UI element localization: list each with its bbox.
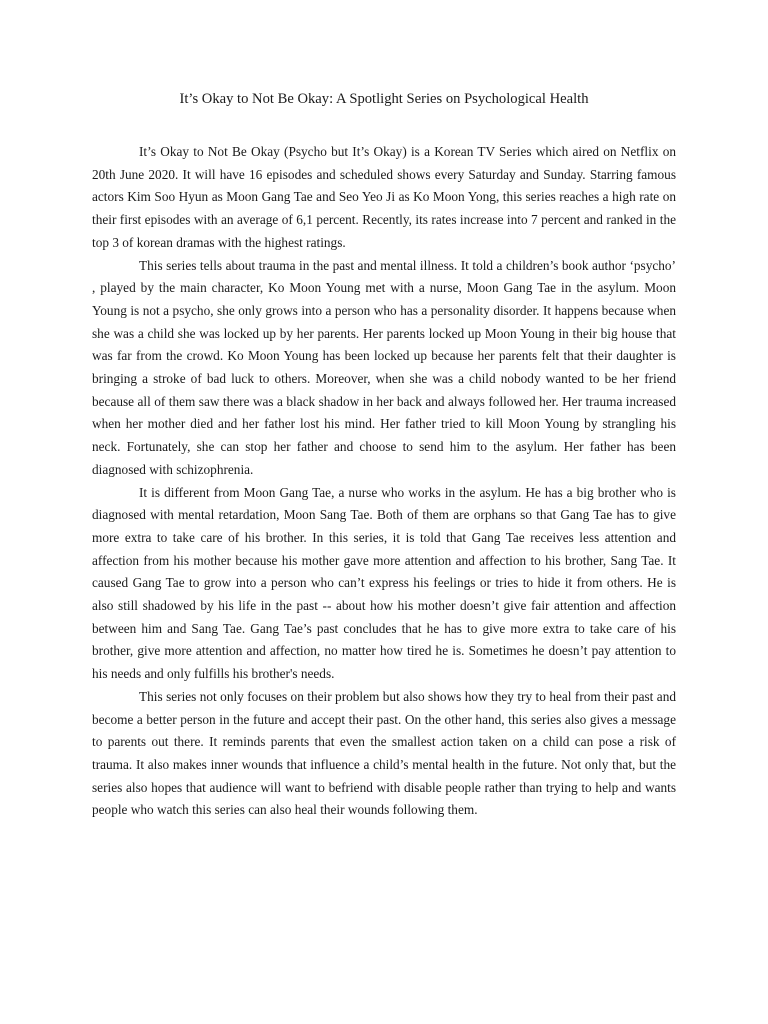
- document-title: It’s Okay to Not Be Okay: A Spotlight Series on Psychological Health: [179, 91, 589, 107]
- paragraph-gang-tae: It is different from Moon Gang Tae, a nurse who works in the asylum. He has a big brother who is diagnosed with mental retardation, Moon Sang Tae. Both of them are orphans so that Gang Tae has to give more extra to take care of his brother. In this series, it is told that Gang Tae receives less attention and affection from his mother because his mother gave more attention and affection to his brother, Sang Tae. It caused Gang Tae to grow into a person who can’t express his feelings or tries to hide it from others. He is also still shadowed by his life in the past -- about how his mother doesn’t give fair attention and affection between him and Sang Tae. Gang Tae’s past concludes that he has to give more extra to take care of his brother, give more attention and affection, no matter how tired he is. Sometimes he doesn’t pay attention to his needs and only fulfills his brother's needs.: [92, 484, 676, 682]
- paragraph-conclusion: This series not only focuses on their problem but also shows how they try to heal from their past and become a better person in the future and accept their past. On the other hand, this series also gives a message to parents out there. It reminds parents that even the smallest action taken on a child can pose a risk of trauma. It also makes inner wounds that influence a child’s mental health in the future. Not only that, but the series also hopes that audience will want to befriend with disable people rather than trying to help and wants people who watch this series can also heal their wounds following them.: [92, 688, 676, 818]
- document-body: [92, 141, 676, 822]
- paragraph-moon-young: This series tells about trauma in the past and mental illness. It told a children’s book author ‘psycho’ , played by the main character, Ko Moon Young met with a nurse, Moon Gang Tae in the asylum. Moon Young is not a psycho, she only grows into a person who has a personality disorder. It happens because when she was a child she was locked up by her parents. Her parents locked up Moon Young in their big house that was far from the crowd. Ko Moon Young has been locked up because her parents felt that their daughter is bringing a stroke of bad luck to others. Moreover, when she was a child nobody wanted to be her friend because all of them saw there was a black shadow in her back and always followed her. Her trauma increased when her mother died and her father lost his mind. Her father tried to kill Moon Young by strangling his neck. Fortunately, she can stop her father and choose to send him to the asylum. Her father has been diagnosed with schizophrenia.: [92, 257, 676, 477]
- paragraph-intro: It’s Okay to Not Be Okay (Psycho but It’s Okay) is a Korean TV Series which aired on Netflix on 20th June 2020. It will have 16 episodes and scheduled shows every Saturday and Sunday. Starring famous actors Kim Soo Hyun as Moon Gang Tae and Seo Yeo Ji as Ko Moon Yong, this series reaches a high rate on their first episodes with an average of 6,1 percent. Recently, its rates increase into 7 percent and ranked in the top 3 of korean dramas with the highest ratings.: [92, 144, 676, 250]
